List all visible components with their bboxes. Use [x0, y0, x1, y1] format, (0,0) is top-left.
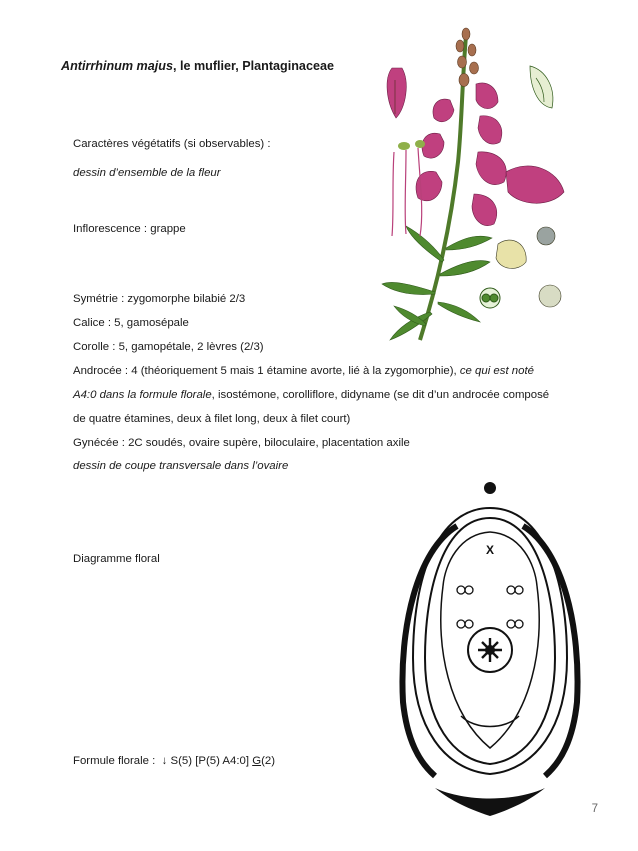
calyx-line: Calice : 5, gamosépale — [73, 317, 189, 329]
floral-formula: Formule florale : ↓ S(5) [P(5) A4:0] G(2) — [73, 755, 275, 767]
corolla-line: Corolle : 5, gamopétale, 2 lèvres (2/3) — [73, 341, 264, 353]
page-number: 7 — [591, 803, 598, 815]
inflorescence-line: Inflorescence : grappe — [73, 223, 186, 235]
floral-diagram — [395, 478, 585, 818]
gynoecium-line: Gynécée : 2C soudés, ovaire supère, biloculaire, placentation axile — [73, 437, 410, 449]
snapdragon-illustration — [380, 22, 572, 344]
drawing-note: dessin d’ensemble de la fleur — [73, 167, 221, 179]
androecium-line-3: de quatre étamines, deux à filet long, deux à filet court) — [73, 413, 351, 425]
down-arrow-icon: ↓ — [161, 755, 168, 767]
gynoecium-note: dessin de coupe transversale dans l’ovaire — [73, 460, 289, 472]
androecium-line-2: A4:0 dans la formule florale, isostémone, corolliflore, didyname (se dit d’un androcée composé — [73, 389, 550, 401]
abortive-stamen-mark: X — [485, 543, 495, 557]
vegetative-label: Caractères végétatifs (si observables) : — [73, 138, 271, 150]
symmetry-line: Symétrie : zygomorphe bilabié 2/3 — [73, 293, 246, 305]
diagram-label: Diagramme floral — [73, 553, 160, 565]
page-title: Antirrhinum majus, le muflier, Plantaginaceae — [61, 59, 334, 73]
axis-dot — [484, 482, 496, 494]
androecium-line-1: Androcée : 4 (théoriquement 5 mais 1 étamine avorte, lié à la zygomorphie), ce qui est noté — [73, 365, 534, 377]
